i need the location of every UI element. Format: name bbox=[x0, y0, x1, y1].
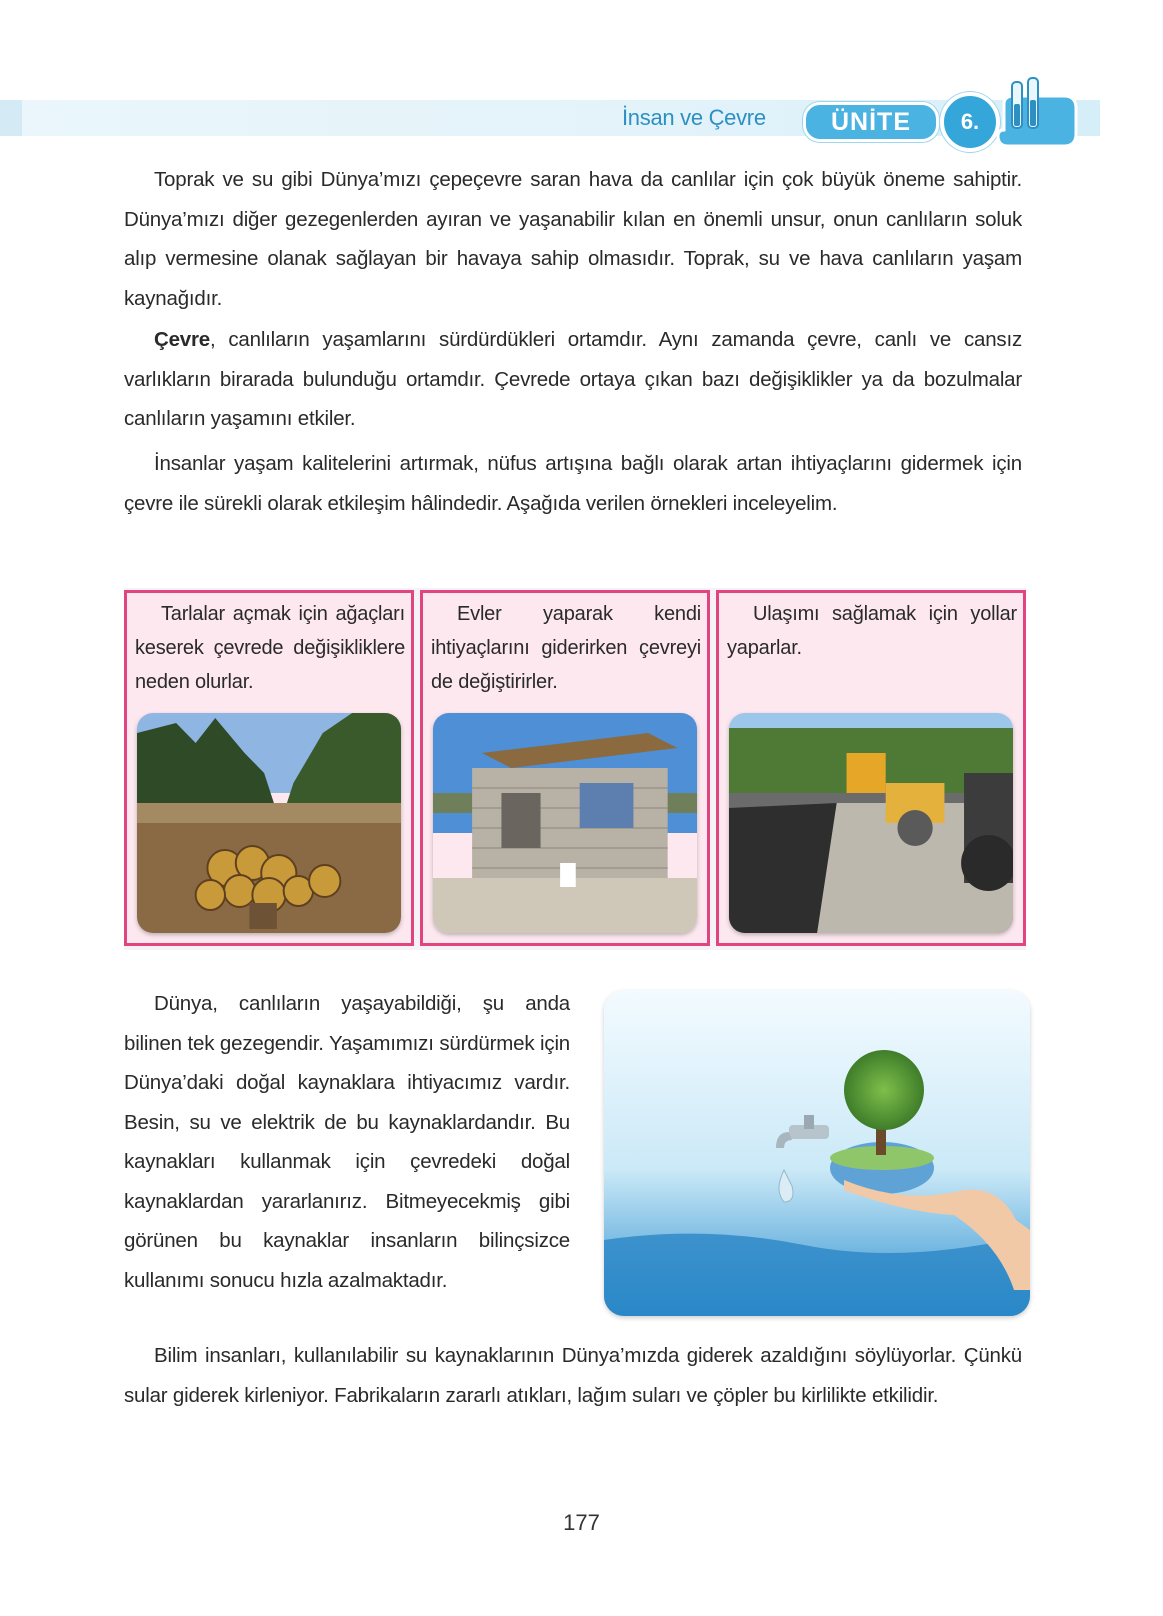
paragraph-environment bbox=[124, 320, 1022, 439]
page-number: 177 bbox=[563, 1510, 600, 1535]
header-strip bbox=[0, 100, 22, 136]
tap-tree-hand-photo bbox=[604, 990, 1030, 1316]
example-card-fields bbox=[124, 590, 414, 946]
paragraph-interaction: İnsanlar yaşam kalitelerini artırmak, nüfus artışına bağlı olarak artan ihtiyaçlarını gidermek için çevre ile sürekli olarak etkileşim hâlindedir. Aşağıda verilen örnekleri inceleyelim. bbox=[124, 452, 1022, 515]
unit-number: 6. bbox=[940, 92, 1000, 152]
paragraph-air: Toprak ve su gibi Dünya’mızı çepeçevre saran hava da canlılar için çok büyük öneme sahiptir. Dünya’mızı diğer gezegenlerden ayıran ve yaşanabilir kılan en önemli unsur, onun canlıların soluk alıp vermesine olanak sağlayan bir havaya sahip olmasıdır. Toprak, su ve hava canlıların yaşam kaynağıdır. bbox=[124, 168, 1022, 310]
paragraph-pollution: Bilim insanları, kullanılabilir su kaynaklarının Dünya’mızda giderek azaldığını söylüyorlar. Çünkü sular giderek kirleniyor. Fabrikaların zararlı atıkları, lağım suları ve çöpler bu kirlilikte etkilidir. bbox=[124, 1344, 1022, 1407]
example-text: Evler yaparak kendi ihtiyaçlarını giderirken çevreyi de değiştirirler. bbox=[431, 603, 701, 693]
paragraph-resources: Dünya, canlıların yaşayabildiği, şu anda bilinen tek gezegendir. Yaşamımızı sürdürmek için Dünya’daki doğal kaynaklara ihtiyacımız vardır. Besin, su ve elektrik de bu kaynaklardandır. Bu kaynakları kullanmak için çevredeki doğal kaynaklardan yararlanırız. Bitmeyecekmiş gibi görünen bu kaynaklar insanların bilinçsizce kullanımı sonucu hızla azalmaktadır. bbox=[124, 992, 570, 1292]
term-cevre: Çevre bbox=[154, 328, 210, 351]
example-text: Tarlalar açmak için ağaçları keserek çevrede değişikliklere neden olurlar. bbox=[135, 603, 405, 693]
example-card-roads bbox=[716, 590, 1026, 946]
example-card-houses bbox=[420, 590, 710, 946]
cut-logs-photo bbox=[137, 713, 401, 933]
paragraph-environment-text: , canlıların yaşamlarını sürdürdükleri ortamdır. Aynı zamanda çevre, canlı ve cansız varlıkların birarada bulunduğu ortamdır. Çevrede ortaya çıkan bazı değişiklikler ya da bozulmalar canlıların yaşamını etkiler. bbox=[124, 328, 1022, 430]
scroll-icon bbox=[994, 74, 1084, 154]
road-construction-photo bbox=[729, 713, 1013, 933]
example-text: Ulaşımı sağlamak için yollar yaparlar. bbox=[727, 603, 1017, 659]
house-construction-photo bbox=[433, 713, 697, 933]
unit-label: ÜNİTE bbox=[803, 102, 939, 142]
chapter-title: İnsan ve Çevre bbox=[622, 105, 766, 130]
